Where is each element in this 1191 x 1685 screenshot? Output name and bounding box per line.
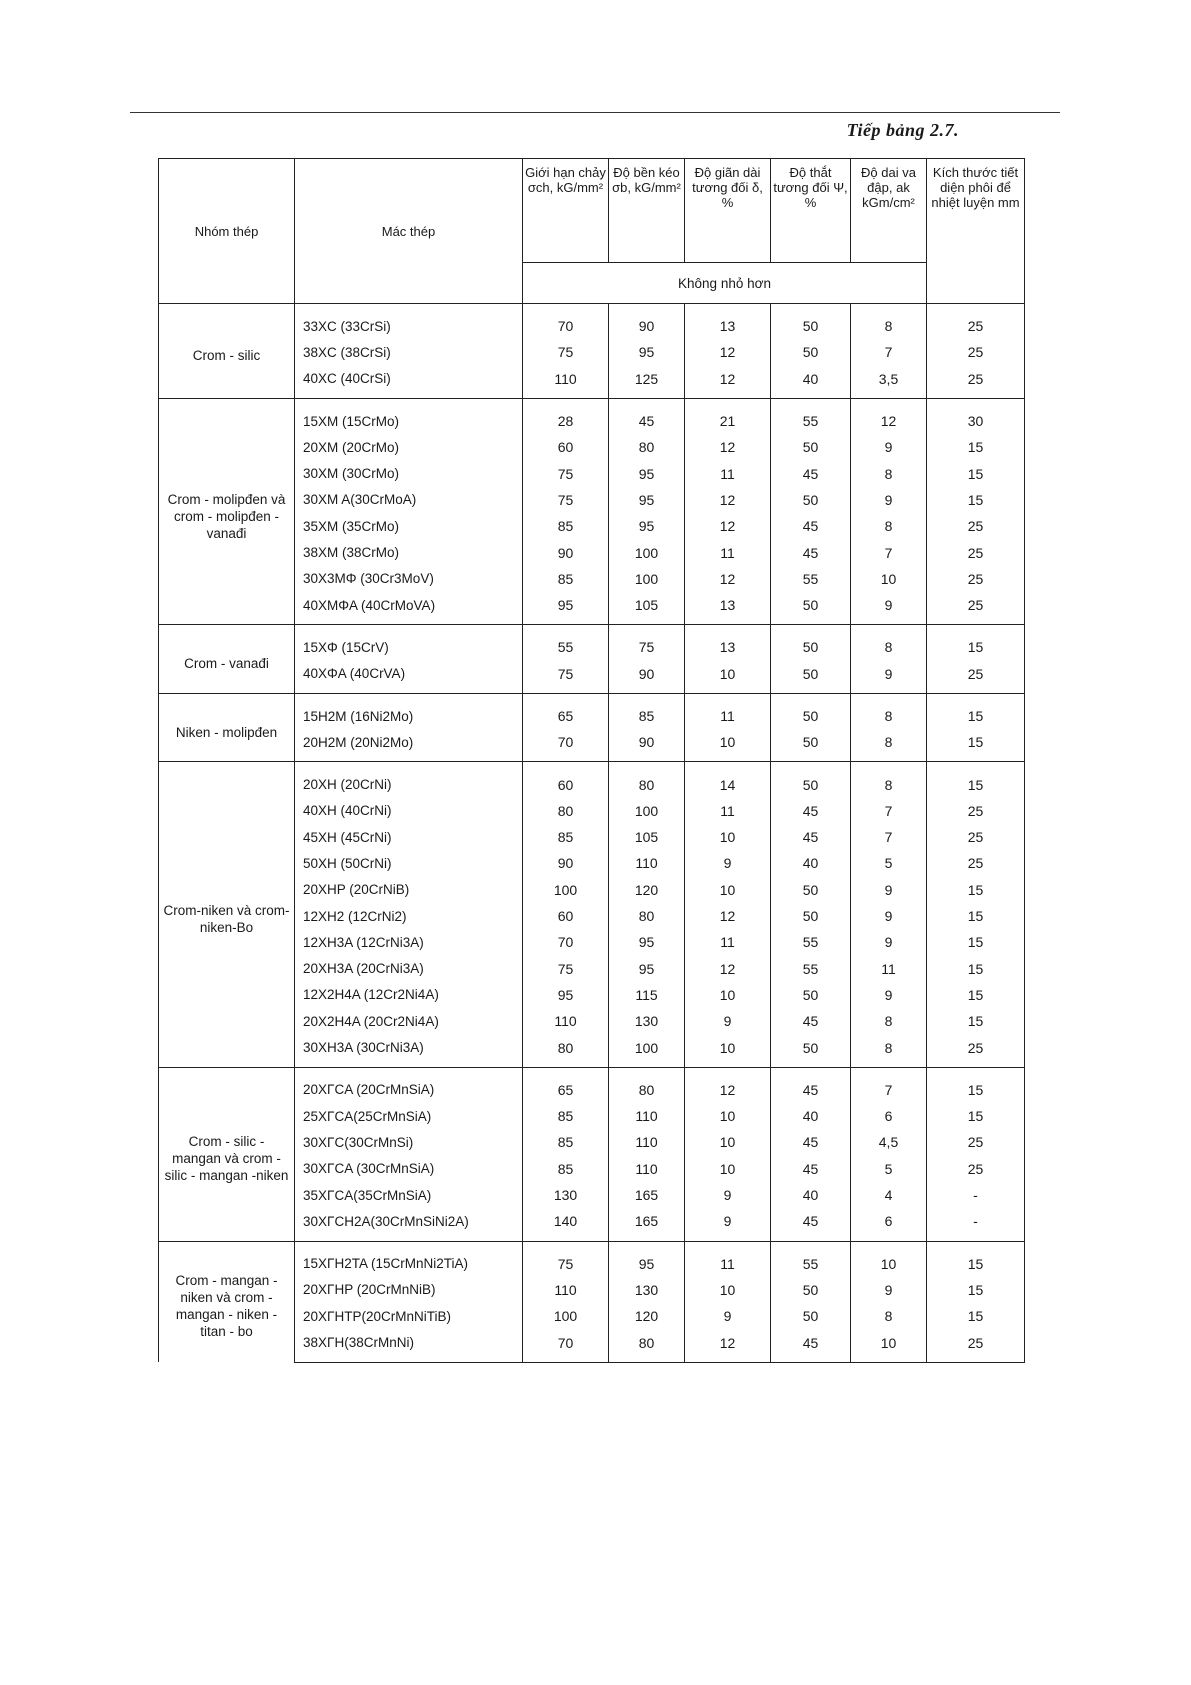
cell-impact: 7 <box>851 539 927 565</box>
cell-size: 15 <box>927 1067 1025 1103</box>
cell-yield: 85 <box>523 824 609 850</box>
cell-impact: 8 <box>851 513 927 539</box>
cell-size: 25 <box>927 661 1025 694</box>
cell-yield: 65 <box>523 693 609 729</box>
cell-reduction: 45 <box>771 1329 851 1362</box>
header-tensile: Độ bền kéo σb, kG/mm² <box>609 159 685 263</box>
cell-reduction: 50 <box>771 877 851 903</box>
cell-elongation: 12 <box>685 566 771 592</box>
cell-yield: 85 <box>523 566 609 592</box>
cell-elongation: 9 <box>685 1208 771 1241</box>
table-row <box>159 693 1025 729</box>
cell-yield: 70 <box>523 929 609 955</box>
cell-reduction: 45 <box>771 798 851 824</box>
cell-yield: 110 <box>523 366 609 399</box>
cell-size: 15 <box>927 1103 1025 1129</box>
cell-size: 15 <box>927 762 1025 798</box>
cell-steel-grade: 15H2M (16Ni2Mo) <box>295 693 523 729</box>
cell-size: 25 <box>927 339 1025 365</box>
cell-steel-grade: 20XM (20CrMo) <box>295 434 523 460</box>
cell-steel-grade: 15XΦ (15CrV) <box>295 625 523 661</box>
cell-elongation: 12 <box>685 1329 771 1362</box>
cell-steel-group: Crom - vanađi <box>159 625 295 694</box>
cell-reduction: 50 <box>771 1034 851 1067</box>
cell-impact: 8 <box>851 1008 927 1034</box>
cell-steel-grade: 38XM (38CrMo) <box>295 539 523 565</box>
cell-reduction: 55 <box>771 1241 851 1277</box>
cell-elongation: 9 <box>685 1008 771 1034</box>
cell-size: 25 <box>927 850 1025 876</box>
table-row <box>159 304 1025 340</box>
header-grade: Mác thép <box>295 159 523 304</box>
cell-impact: 9 <box>851 903 927 929</box>
cell-tensile: 120 <box>609 877 685 903</box>
cell-reduction: 50 <box>771 434 851 460</box>
cell-yield: 85 <box>523 1103 609 1129</box>
header-not-less-than: Không nhỏ hơn <box>523 263 927 304</box>
cell-size: 15 <box>927 1241 1025 1277</box>
cell-impact: 8 <box>851 1034 927 1067</box>
cell-elongation: 13 <box>685 592 771 625</box>
cell-elongation: 10 <box>685 1156 771 1182</box>
cell-size: 15 <box>927 693 1025 729</box>
cell-tensile: 115 <box>609 982 685 1008</box>
cell-size: 15 <box>927 625 1025 661</box>
cell-yield: 75 <box>523 661 609 694</box>
cell-reduction: 45 <box>771 460 851 486</box>
cell-yield: 95 <box>523 982 609 1008</box>
cell-steel-grade: 25XΓCA(25CrMnSiA) <box>295 1103 523 1129</box>
cell-elongation: 13 <box>685 625 771 661</box>
cell-tensile: 80 <box>609 903 685 929</box>
cell-steel-grade: 50XH (50CrNi) <box>295 850 523 876</box>
cell-yield: 60 <box>523 762 609 798</box>
cell-tensile: 120 <box>609 1303 685 1329</box>
cell-yield: 75 <box>523 956 609 982</box>
top-rule <box>130 112 1060 113</box>
cell-impact: 7 <box>851 1067 927 1103</box>
cell-reduction: 50 <box>771 729 851 762</box>
cell-tensile: 90 <box>609 661 685 694</box>
cell-yield: 60 <box>523 434 609 460</box>
cell-impact: 9 <box>851 929 927 955</box>
cell-impact: 9 <box>851 592 927 625</box>
cell-reduction: 40 <box>771 366 851 399</box>
cell-yield: 80 <box>523 798 609 824</box>
cell-elongation: 10 <box>685 877 771 903</box>
cell-size: 15 <box>927 729 1025 762</box>
table-row <box>159 1241 1025 1277</box>
cell-impact: 5 <box>851 1156 927 1182</box>
cell-tensile: 45 <box>609 398 685 434</box>
cell-tensile: 100 <box>609 798 685 824</box>
cell-impact: 8 <box>851 729 927 762</box>
header-elongation: Độ giãn dài tương đối δ, % <box>685 159 771 263</box>
cell-reduction: 40 <box>771 1103 851 1129</box>
cell-steel-grade: 40XH (40CrNi) <box>295 798 523 824</box>
cell-impact: 8 <box>851 762 927 798</box>
cell-steel-grade: 12XH3A (12CrNi3A) <box>295 929 523 955</box>
cell-reduction: 50 <box>771 1303 851 1329</box>
cell-steel-grade: 38XΓH(38CrMnNi) <box>295 1329 523 1362</box>
cell-tensile: 110 <box>609 1156 685 1182</box>
cell-reduction: 50 <box>771 661 851 694</box>
cell-impact: 9 <box>851 877 927 903</box>
cell-size: 25 <box>927 566 1025 592</box>
cell-size: 15 <box>927 903 1025 929</box>
cell-yield: 75 <box>523 339 609 365</box>
cell-yield: 110 <box>523 1277 609 1303</box>
cell-impact: 7 <box>851 824 927 850</box>
cell-steel-grade: 20XHP (20CrNiB) <box>295 877 523 903</box>
cell-yield: 85 <box>523 513 609 539</box>
cell-size: 25 <box>927 1156 1025 1182</box>
table-row <box>159 1067 1025 1103</box>
cell-reduction: 50 <box>771 762 851 798</box>
cell-elongation: 11 <box>685 798 771 824</box>
cell-elongation: 10 <box>685 729 771 762</box>
cell-tensile: 95 <box>609 460 685 486</box>
cell-tensile: 95 <box>609 339 685 365</box>
cell-size: 30 <box>927 398 1025 434</box>
cell-elongation: 10 <box>685 1129 771 1155</box>
cell-elongation: 11 <box>685 1241 771 1277</box>
cell-yield: 85 <box>523 1156 609 1182</box>
cell-steel-grade: 38XC (38CrSi) <box>295 339 523 365</box>
cell-reduction: 55 <box>771 956 851 982</box>
cell-tensile: 130 <box>609 1008 685 1034</box>
cell-reduction: 50 <box>771 982 851 1008</box>
cell-impact: 10 <box>851 566 927 592</box>
steel-properties-table <box>158 158 1025 1363</box>
cell-reduction: 45 <box>771 1156 851 1182</box>
cell-elongation: 12 <box>685 1067 771 1103</box>
cell-tensile: 100 <box>609 539 685 565</box>
cell-size: 25 <box>927 513 1025 539</box>
cell-steel-grade: 30XH3A (30CrNi3A) <box>295 1034 523 1067</box>
cell-tensile: 165 <box>609 1208 685 1241</box>
cell-yield: 75 <box>523 1241 609 1277</box>
cell-steel-group: Crom - molipđen và crom - molipđen - vanađi <box>159 398 295 624</box>
table-row <box>159 625 1025 661</box>
cell-steel-grade: 20XΓCA (20CrMnSiA) <box>295 1067 523 1103</box>
cell-reduction: 45 <box>771 824 851 850</box>
cell-steel-group: Niken - molipđen <box>159 693 295 762</box>
cell-size: 25 <box>927 539 1025 565</box>
cell-impact: 8 <box>851 693 927 729</box>
cell-size: - <box>927 1208 1025 1241</box>
cell-yield: 75 <box>523 460 609 486</box>
cell-elongation: 12 <box>685 903 771 929</box>
header-group: Nhóm thép <box>159 159 295 304</box>
cell-reduction: 50 <box>771 1277 851 1303</box>
cell-impact: 9 <box>851 1277 927 1303</box>
cell-yield: 70 <box>523 1329 609 1362</box>
cell-size: 15 <box>927 982 1025 1008</box>
cell-reduction: 45 <box>771 539 851 565</box>
cell-steel-grade: 20XΓHTP(20CrMnNiTiB) <box>295 1303 523 1329</box>
cell-yield: 100 <box>523 877 609 903</box>
cell-reduction: 40 <box>771 850 851 876</box>
cell-impact: 10 <box>851 1241 927 1277</box>
cell-impact: 5 <box>851 850 927 876</box>
cell-elongation: 11 <box>685 460 771 486</box>
cell-tensile: 100 <box>609 1034 685 1067</box>
cell-impact: 6 <box>851 1103 927 1129</box>
cell-elongation: 12 <box>685 366 771 399</box>
cell-tensile: 110 <box>609 1129 685 1155</box>
cell-tensile: 85 <box>609 693 685 729</box>
cell-yield: 100 <box>523 1303 609 1329</box>
cell-elongation: 10 <box>685 982 771 1008</box>
cell-steel-grade: 12XH2 (12CrNi2) <box>295 903 523 929</box>
cell-size: 25 <box>927 366 1025 399</box>
cell-elongation: 10 <box>685 661 771 694</box>
cell-reduction: 45 <box>771 1129 851 1155</box>
cell-yield: 65 <box>523 1067 609 1103</box>
cell-steel-grade: 40XΦA (40CrVA) <box>295 661 523 694</box>
cell-impact: 9 <box>851 487 927 513</box>
cell-steel-grade: 20XH3A (20CrNi3A) <box>295 956 523 982</box>
cell-reduction: 45 <box>771 1208 851 1241</box>
cell-elongation: 9 <box>685 850 771 876</box>
cell-elongation: 9 <box>685 1303 771 1329</box>
cell-yield: 140 <box>523 1208 609 1241</box>
cell-size: 25 <box>927 1129 1025 1155</box>
cell-yield: 70 <box>523 304 609 340</box>
cell-tensile: 75 <box>609 625 685 661</box>
cell-tensile: 105 <box>609 824 685 850</box>
cell-impact: 7 <box>851 339 927 365</box>
cell-yield: 110 <box>523 1008 609 1034</box>
cell-tensile: 165 <box>609 1182 685 1208</box>
cell-steel-group: Crom - silic - mangan và crom - silic - mangan -niken <box>159 1067 295 1241</box>
cell-size: 25 <box>927 824 1025 850</box>
cell-size: 15 <box>927 929 1025 955</box>
cell-size: 15 <box>927 956 1025 982</box>
cell-reduction: 40 <box>771 1182 851 1208</box>
cell-steel-grade: 35XM (35CrMo) <box>295 513 523 539</box>
cell-reduction: 45 <box>771 1008 851 1034</box>
cell-impact: 9 <box>851 661 927 694</box>
cell-impact: 8 <box>851 1303 927 1329</box>
cell-yield: 70 <box>523 729 609 762</box>
cell-elongation: 10 <box>685 1034 771 1067</box>
cell-steel-grade: 30XΓCH2A(30CrMnSiNi2A) <box>295 1208 523 1241</box>
header-size: Kích thước tiết diện phôi để nhiệt luyện mm <box>927 159 1025 304</box>
cell-yield: 90 <box>523 850 609 876</box>
cell-impact: 9 <box>851 982 927 1008</box>
cell-size: 25 <box>927 1329 1025 1362</box>
cell-impact: 11 <box>851 956 927 982</box>
cell-size: 25 <box>927 798 1025 824</box>
cell-impact: 4,5 <box>851 1129 927 1155</box>
cell-steel-grade: 20XH (20CrNi) <box>295 762 523 798</box>
cell-impact: 9 <box>851 434 927 460</box>
cell-elongation: 12 <box>685 339 771 365</box>
cell-tensile: 95 <box>609 487 685 513</box>
cell-tensile: 80 <box>609 1329 685 1362</box>
cell-impact: 8 <box>851 304 927 340</box>
cell-reduction: 55 <box>771 929 851 955</box>
table-caption: Tiếp bảng 2.7. <box>846 120 959 140</box>
cell-reduction: 45 <box>771 1067 851 1103</box>
cell-steel-grade: 30XΓC(30CrMnSi) <box>295 1129 523 1155</box>
cell-steel-grade: 15XΓH2TA (15CrMnNi2TiA) <box>295 1241 523 1277</box>
cell-elongation: 10 <box>685 1277 771 1303</box>
cell-size: 15 <box>927 1008 1025 1034</box>
cell-impact: 10 <box>851 1329 927 1362</box>
cell-impact: 7 <box>851 798 927 824</box>
cell-reduction: 50 <box>771 339 851 365</box>
cell-steel-grade: 30XM (30CrMo) <box>295 460 523 486</box>
cell-steel-group: Crom - mangan - niken và crom - mangan - niken - titan - bo <box>159 1241 295 1362</box>
cell-elongation: 13 <box>685 304 771 340</box>
cell-yield: 60 <box>523 903 609 929</box>
cell-elongation: 12 <box>685 513 771 539</box>
cell-size: 25 <box>927 592 1025 625</box>
cell-steel-grade: 30XΓCA (30CrMnSiA) <box>295 1156 523 1182</box>
cell-impact: 8 <box>851 625 927 661</box>
cell-impact: 3,5 <box>851 366 927 399</box>
cell-steel-grade: 40XMΦA (40CrMoVA) <box>295 592 523 625</box>
cell-elongation: 12 <box>685 956 771 982</box>
cell-yield: 85 <box>523 1129 609 1155</box>
cell-yield: 80 <box>523 1034 609 1067</box>
cell-elongation: 12 <box>685 487 771 513</box>
cell-tensile: 130 <box>609 1277 685 1303</box>
cell-elongation: 11 <box>685 929 771 955</box>
cell-tensile: 90 <box>609 304 685 340</box>
cell-reduction: 50 <box>771 592 851 625</box>
cell-size: 15 <box>927 1277 1025 1303</box>
cell-steel-grade: 20X2H4A (20Cr2Ni4A) <box>295 1008 523 1034</box>
cell-size: 15 <box>927 1303 1025 1329</box>
cell-steel-grade: 30X3MΦ (30Cr3MoV) <box>295 566 523 592</box>
cell-size: 15 <box>927 434 1025 460</box>
cell-yield: 130 <box>523 1182 609 1208</box>
cell-tensile: 125 <box>609 366 685 399</box>
cell-steel-grade: 15XM (15CrMo) <box>295 398 523 434</box>
cell-tensile: 95 <box>609 929 685 955</box>
cell-tensile: 80 <box>609 434 685 460</box>
cell-tensile: 105 <box>609 592 685 625</box>
cell-yield: 90 <box>523 539 609 565</box>
cell-elongation: 11 <box>685 693 771 729</box>
cell-steel-grade: 35XΓCA(35CrMnSiA) <box>295 1182 523 1208</box>
cell-tensile: 80 <box>609 762 685 798</box>
cell-elongation: 12 <box>685 434 771 460</box>
cell-size: 25 <box>927 304 1025 340</box>
cell-size: 15 <box>927 487 1025 513</box>
cell-steel-group: Crom - silic <box>159 304 295 399</box>
cell-reduction: 50 <box>771 304 851 340</box>
cell-size: - <box>927 1182 1025 1208</box>
cell-impact: 6 <box>851 1208 927 1241</box>
cell-reduction: 50 <box>771 903 851 929</box>
cell-steel-grade: 30XM A(30CrMoA) <box>295 487 523 513</box>
cell-tensile: 95 <box>609 513 685 539</box>
cell-size: 15 <box>927 877 1025 903</box>
cell-impact: 4 <box>851 1182 927 1208</box>
cell-reduction: 55 <box>771 566 851 592</box>
cell-steel-grade: 12X2H4A (12Cr2Ni4A) <box>295 982 523 1008</box>
cell-steel-grade: 33XC (33CrSi) <box>295 304 523 340</box>
header-reduction: Độ thắt tương đối Ψ, % <box>771 159 851 263</box>
cell-reduction: 55 <box>771 398 851 434</box>
cell-elongation: 11 <box>685 539 771 565</box>
cell-elongation: 10 <box>685 1103 771 1129</box>
cell-elongation: 10 <box>685 824 771 850</box>
cell-tensile: 110 <box>609 1103 685 1129</box>
cell-yield: 55 <box>523 625 609 661</box>
cell-size: 25 <box>927 1034 1025 1067</box>
table-row <box>159 762 1025 798</box>
cell-tensile: 95 <box>609 1241 685 1277</box>
cell-steel-grade: 20XΓHP (20CrMnNiB) <box>295 1277 523 1303</box>
cell-elongation: 14 <box>685 762 771 798</box>
cell-reduction: 50 <box>771 693 851 729</box>
cell-reduction: 50 <box>771 625 851 661</box>
cell-yield: 75 <box>523 487 609 513</box>
cell-tensile: 90 <box>609 729 685 762</box>
cell-size: 15 <box>927 460 1025 486</box>
cell-yield: 95 <box>523 592 609 625</box>
cell-impact: 8 <box>851 460 927 486</box>
cell-tensile: 100 <box>609 566 685 592</box>
cell-steel-grade: 45XH (45CrNi) <box>295 824 523 850</box>
cell-steel-group: Crom-niken và crom-niken-Bo <box>159 762 295 1067</box>
cell-elongation: 21 <box>685 398 771 434</box>
header-yield: Giới hạn chảy σch, kG/mm² <box>523 159 609 263</box>
cell-elongation: 9 <box>685 1182 771 1208</box>
header-impact: Độ dai va đập, ak kGm/cm² <box>851 159 927 263</box>
cell-yield: 28 <box>523 398 609 434</box>
cell-reduction: 45 <box>771 513 851 539</box>
cell-tensile: 95 <box>609 956 685 982</box>
cell-tensile: 110 <box>609 850 685 876</box>
cell-steel-grade: 20H2M (20Ni2Mo) <box>295 729 523 762</box>
cell-tensile: 80 <box>609 1067 685 1103</box>
cell-steel-grade: 40XC (40CrSi) <box>295 366 523 399</box>
cell-impact: 12 <box>851 398 927 434</box>
table-row <box>159 398 1025 434</box>
cell-reduction: 50 <box>771 487 851 513</box>
